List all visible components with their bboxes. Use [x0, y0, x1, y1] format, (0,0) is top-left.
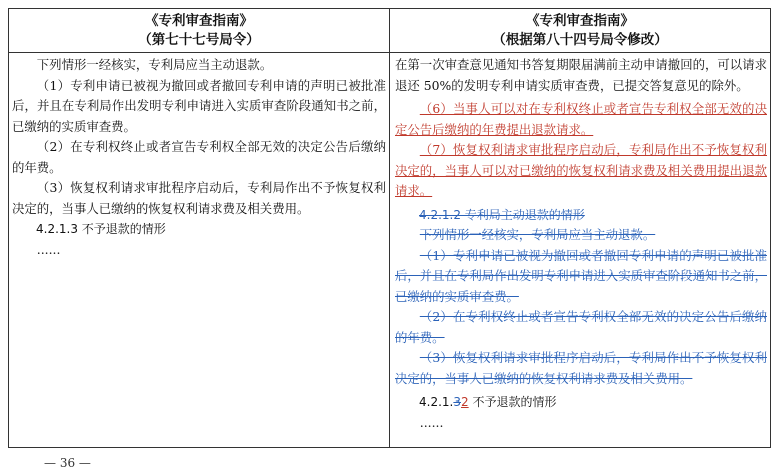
left-ellipsis: ...... — [36, 241, 61, 257]
deleted-digit: 3 — [453, 395, 461, 409]
left-section-heading: 4.2.1.3 不予退款的情形 — [36, 222, 166, 236]
deleted-section-heading: 4.2.1.2 专利局主动退款的情形 — [419, 207, 585, 222]
comparison-table — [8, 8, 771, 448]
left-subtitle: （第七十七号局令） — [138, 32, 260, 48]
right-header — [390, 9, 770, 53]
right-column — [395, 55, 767, 433]
deleted-item-1: （1）专利申请已被视为撤回或者撤回专利申请的声明已被批准后，并且在专利局作出发明专利申请进入实质审查阶段通知书之前，已缴纳的实质审查费。 — [395, 247, 767, 304]
right-ellipsis: ...... — [419, 414, 444, 430]
right-paragraph: 在第一次审查意见通知书答复期限届满前主动申请撤回的，可以请求退还 50%的发明专利申请实质审查费，已提交答复意见的除外。 — [395, 57, 767, 93]
inserted-item-6: （6）当事人可以对在专利权终止或者宣告专利权全部无效的决定公告后缴纳的年费提出退款请求。 — [395, 101, 767, 137]
right-title: 《专利审查指南》 — [526, 13, 634, 29]
left-intro: 下列情形一经核实，专利局应当主动退款。 — [36, 57, 273, 72]
inserted-item-7: （7）恢复权利请求审批程序启动后，专利局作出不予恢复权利决定的，当事人可以对已缴纳的恢复权利请求费及相关费用提出退款请求。 — [395, 142, 767, 198]
right-section-heading — [395, 392, 767, 413]
section-prefix: 4.2.1. — [419, 395, 454, 409]
left-item-2: （2）在专利权终止或者宣告专利权全部无效的决定公告后缴纳的年费。 — [12, 139, 386, 175]
inserted-digit: 2 — [461, 395, 469, 409]
left-item-1: （1）专利申请已被视为撤回或者撤回专利申请的声明已被批准后，并且在专利局作出发明专利申请进入实质审查阶段通知书之前，已缴纳的实质审查费。 — [12, 77, 386, 134]
section-suffix: 不予退款的情形 — [468, 395, 557, 409]
deleted-item-2: （2）在专利权终止或者宣告专利权全部无效的决定公告后缴纳的年费。 — [395, 309, 767, 345]
column-divider — [389, 9, 390, 447]
table-header — [9, 9, 770, 53]
left-header — [9, 9, 389, 53]
deleted-intro: 下列情形一经核实，专利局应当主动退款。 — [419, 227, 656, 242]
deleted-item-3: （3）恢复权利请求审批程序启动后，专利局作出不予恢复权利决定的，当事人已缴纳的恢复权利请求费及相关费用。 — [395, 350, 767, 386]
left-column — [12, 55, 386, 260]
right-subtitle: （根据第八十四号局令修改） — [492, 32, 668, 48]
left-title: 《专利审查指南》 — [145, 13, 253, 29]
left-item-3: （3）恢复权利请求审批程序启动后，专利局作出不予恢复权利决定的，当事人已缴纳的恢复权利请求费及相关费用。 — [12, 180, 386, 216]
page-number: — 36 — — [44, 456, 91, 470]
